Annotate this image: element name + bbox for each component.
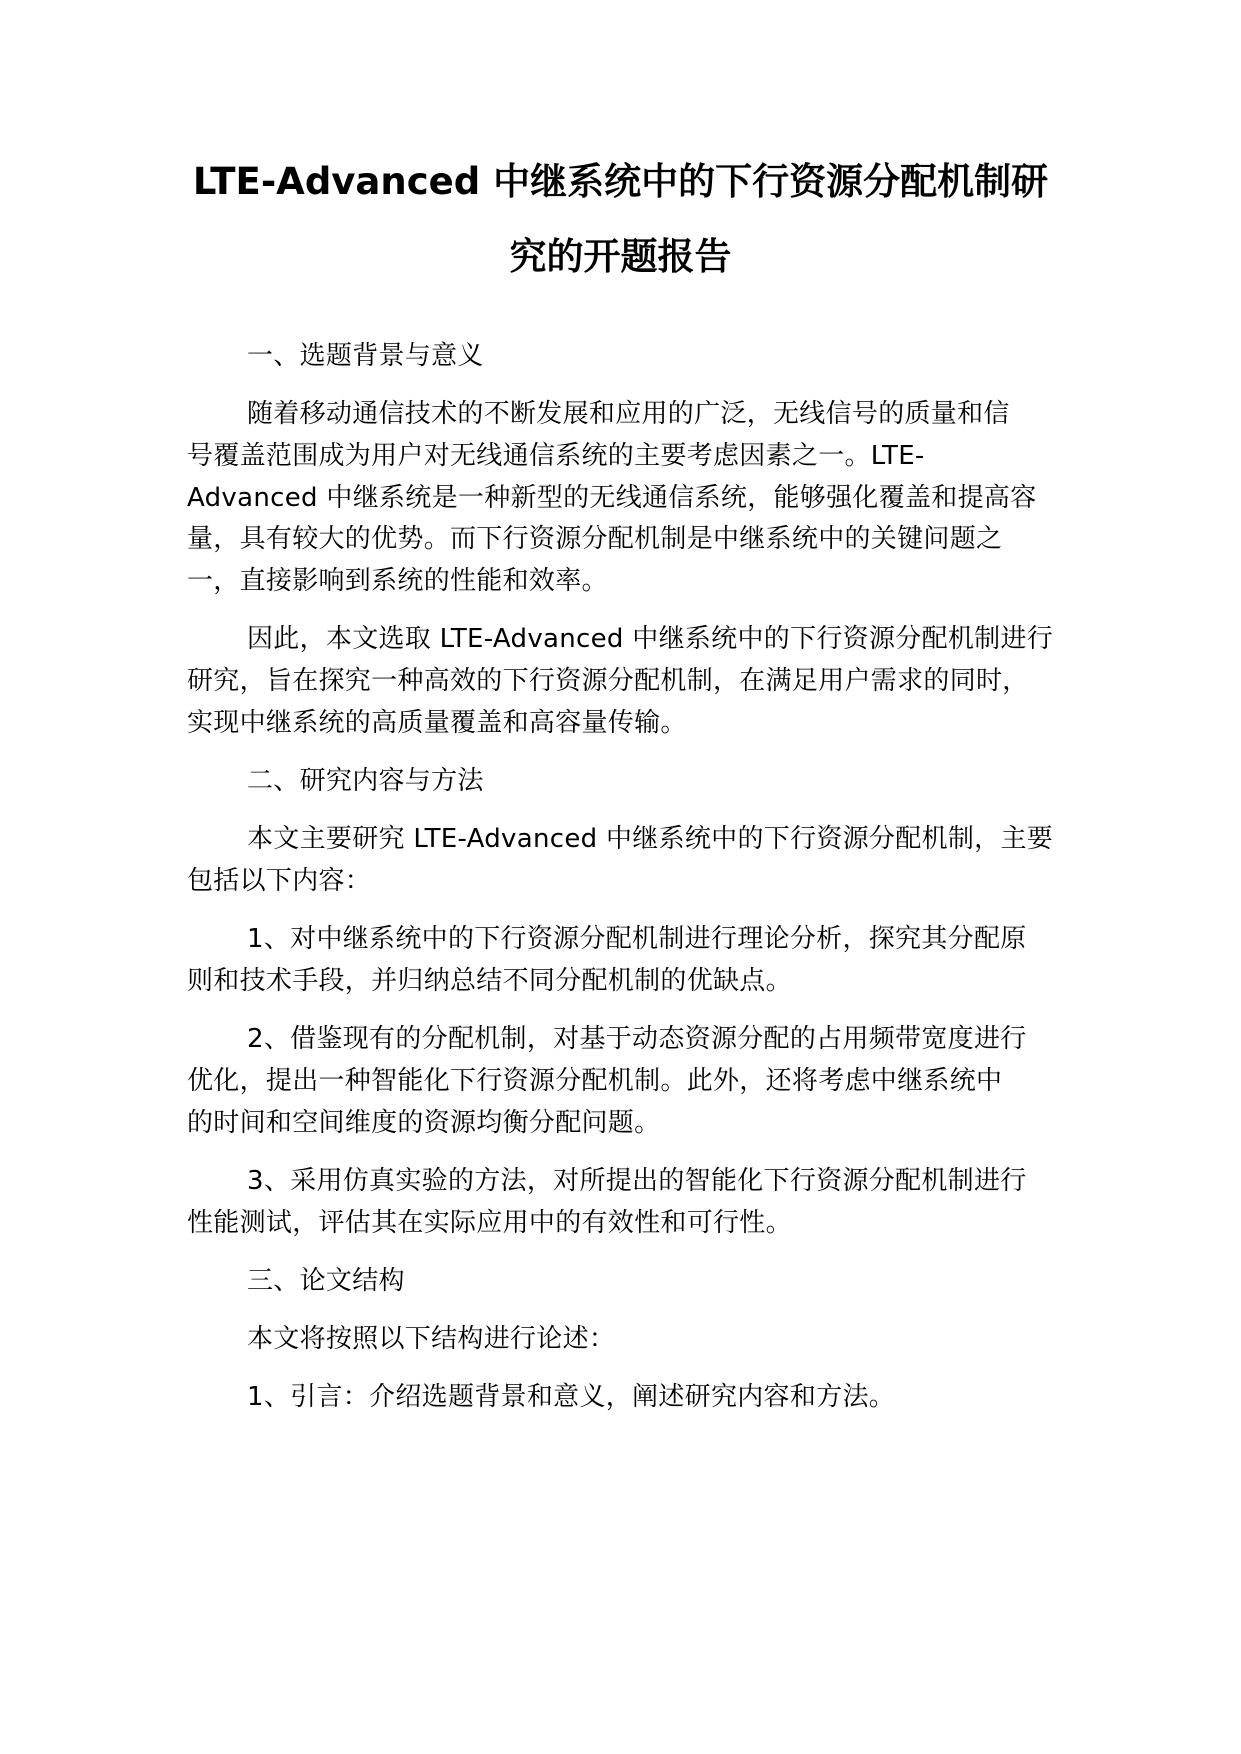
list-item-line: 则和技术手段，并归纳总结不同分配机制的优缺点。 [187,966,792,996]
list-item-line: 1、对中继系统中的下行资源分配机制进行理论分析，探究其分配原 [247,924,1027,954]
section-heading-background: 一、选题背景与意义 [247,341,484,371]
list-item-line: 3、采用仿真实验的方法，对所提出的智能化下行资源分配机制进行 [247,1166,1027,1196]
document-title-line-1: LTE-Advanced 中继系统中的下行资源分配机制研 [192,160,1049,203]
document-title-line-2: 究的开题报告 [509,235,732,278]
paragraph-line: 研究，旨在探究一种高效的下行资源分配机制，在满足用户需求的同时， [187,666,1029,696]
section-heading-structure: 三、论文结构 [247,1266,405,1296]
paragraph-line: 包括以下内容： [187,866,372,896]
list-item-line: 的时间和空间维度的资源均衡分配问题。 [187,1108,661,1138]
paragraph-line: 量，具有较大的优势。而下行资源分配机制是中继系统中的关键问题之 [187,524,1003,554]
list-item-line: 1、引言：介绍选题背景和意义，阐述研究内容和方法。 [247,1382,896,1412]
paragraph-line: 本文主要研究 LTE-Advanced 中继系统中的下行资源分配机制，主要 [247,824,1054,854]
paragraph-line: 号覆盖范围成为用户对无线通信系统的主要考虑因素之一。LTE- [187,441,925,471]
paragraph-line: 随着移动通信技术的不断发展和应用的广泛，无线信号的质量和信 [247,399,1010,429]
list-item-line: 2、借鉴现有的分配机制，对基于动态资源分配的占用频带宽度进行 [247,1024,1027,1054]
paragraph-line: Advanced 中继系统是一种新型的无线通信系统，能够强化覆盖和提高容 [187,483,1037,513]
paragraph-line: 实现中继系统的高质量覆盖和高容量传输。 [187,708,687,738]
paragraph-line: 一，直接影响到系统的性能和效率。 [187,566,608,596]
section-heading-methods: 二、研究内容与方法 [247,766,484,796]
list-item-line: 性能测试，评估其在实际应用中的有效性和可行性。 [187,1208,792,1238]
list-item-line: 优化，提出一种智能化下行资源分配机制。此外，还将考虑中继系统中 [187,1066,1003,1096]
paragraph-line: 本文将按照以下结构进行论述： [247,1324,616,1354]
paragraph-line: 因此，本文选取 LTE-Advanced 中继系统中的下行资源分配机制进行 [247,624,1054,654]
